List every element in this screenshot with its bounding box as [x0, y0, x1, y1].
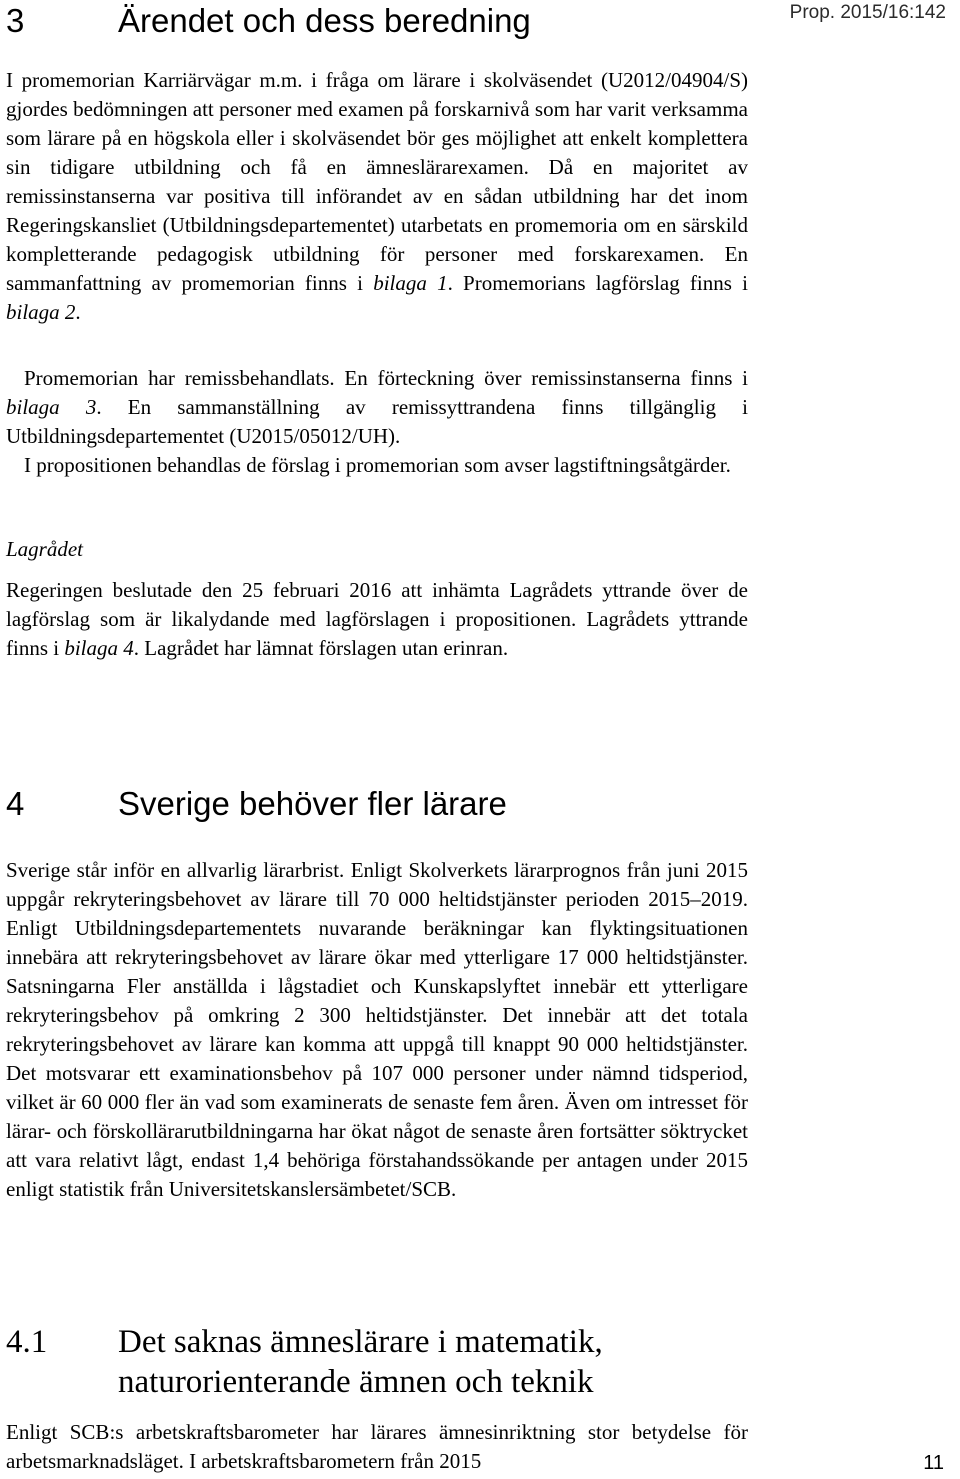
paragraph-text: Promemorian har remissbehandlats. En förteckning över remissinstanserna finns i — [24, 366, 748, 390]
paragraph-text: Regeringen beslutade den 25 februari 2016 att inhämta Lagrådets yttrande över de lagförslag som är likalydande med lagförslagen i propositionen. Lagrådets yttrande finns i — [6, 578, 748, 660]
section-4-1-number: 4.1 — [6, 1324, 48, 1360]
paragraph-text: . — [75, 300, 81, 324]
appendix-reference: bilaga 1 — [373, 271, 448, 295]
section-4-1-heading — [6, 1322, 603, 1402]
proposition-reference: Prop. 2015/16:142 — [789, 2, 946, 23]
appendix-reference: bilaga 3 — [6, 395, 97, 419]
section-3-paragraph-2 — [6, 364, 748, 451]
appendix-reference: bilaga 4 — [64, 636, 134, 660]
paragraph-text: . En sammanställning av remissyttrandena finns tillgänglig i Utbildningsdepartementet (U2015/05012/UH). — [6, 395, 748, 448]
section-3-paragraph-1 — [6, 66, 748, 327]
section-4-paragraph-1: Sverige står inför en allvarlig lärarbrist. Enligt Skolverkets lärarprognos från juni 2015 uppgår rekryteringsbehovet av lärare till 70 000 heltidstjänster perioden 2015–2019. Enligt Utbildningsdepartementets nuvarande beräkningar kan flyktingsituationen innebära att rekryteringsbehovet av lärare ökar med ytterligare 17 000 heltidstjänster. Satsningarna Fler anställda i lågstadiet och Kunskapslyftet innebär ett ytterligare rekryteringsbehov på omkring 2 300 heltidstjänster. Det innebär att det totala rekryteringsbehovet av lärare kan komma att uppgå till knappt 90 000 heltidstjänster. Det motsvarar ett examinationsbehov på 107 000 personer under nämnd tidsperiod, vilket är 60 000 fler än vad som examinerats de senaste fem åren. Även om intresset för lärar- och förskollärarutbildningarna har ökat något de senaste åren fortsätter söktrycket att vara relativt lågt, endast 1,4 behöriga förstahandssökande per antagen under 2015 enligt statistik från Universitetskanslersämbetet/SCB. — [6, 858, 748, 1201]
section-4-1-title-line-1: Det saknas ämneslärare i matematik, — [118, 1324, 603, 1360]
section-3-title: Ärendet och dess beredning — [118, 2, 531, 39]
section-4-heading — [6, 785, 507, 823]
section-3-number: 3 — [6, 2, 25, 39]
section-4-title: Sverige behöver fler lärare — [118, 785, 507, 822]
paragraph-text: . Lagrådet har lämnat förslagen utan erinran. — [133, 636, 509, 660]
paragraph-text: . Promemorians lagförslag finns i — [447, 271, 748, 295]
page-number: 11 — [923, 1452, 944, 1474]
lagradet-subheading: Lagrådet — [6, 537, 84, 561]
lagradet-paragraph — [6, 576, 748, 663]
section-3-heading — [6, 2, 531, 40]
section-4-number: 4 — [6, 785, 25, 822]
paragraph-text: I promemorian Karriärvägar m.m. i fråga om lärare i skolväsendet (U2012/04904/S) gjordes bedömningen att personer med examen på forskarnivå som har varit verksamma som lärare på en högskola eller i skolväsendet bör ges möjlighet att enkelt komplettera sin tidigare utbildning och få en ämneslärarexamen. Då en majoritet av remissinstanserna var positiva till införandet av en sådan utbildning har det inom Regeringskansliet (Utbildningsdepartementet) utarbetats en promemoria om en särskild kompletterande pedagogisk utbildning för personer med forskarexamen. En sammanfattning av promemorian finns i — [6, 68, 748, 295]
section-4-1-paragraph-1: Enligt SCB:s arbetskraftsbarometer har lärares ämnesinriktning stor betydelse för arbetsmarknadsläget. I arbetskraftsbarometern från 2015 — [6, 1420, 748, 1473]
section-4-1-title-line-2: naturorienterande ämnen och teknik — [118, 1364, 594, 1400]
appendix-reference: bilaga 2 — [6, 300, 76, 324]
section-3-paragraph-3: I propositionen behandlas de förslag i promemorian som avser lagstiftningsåtgärder. — [24, 453, 731, 477]
